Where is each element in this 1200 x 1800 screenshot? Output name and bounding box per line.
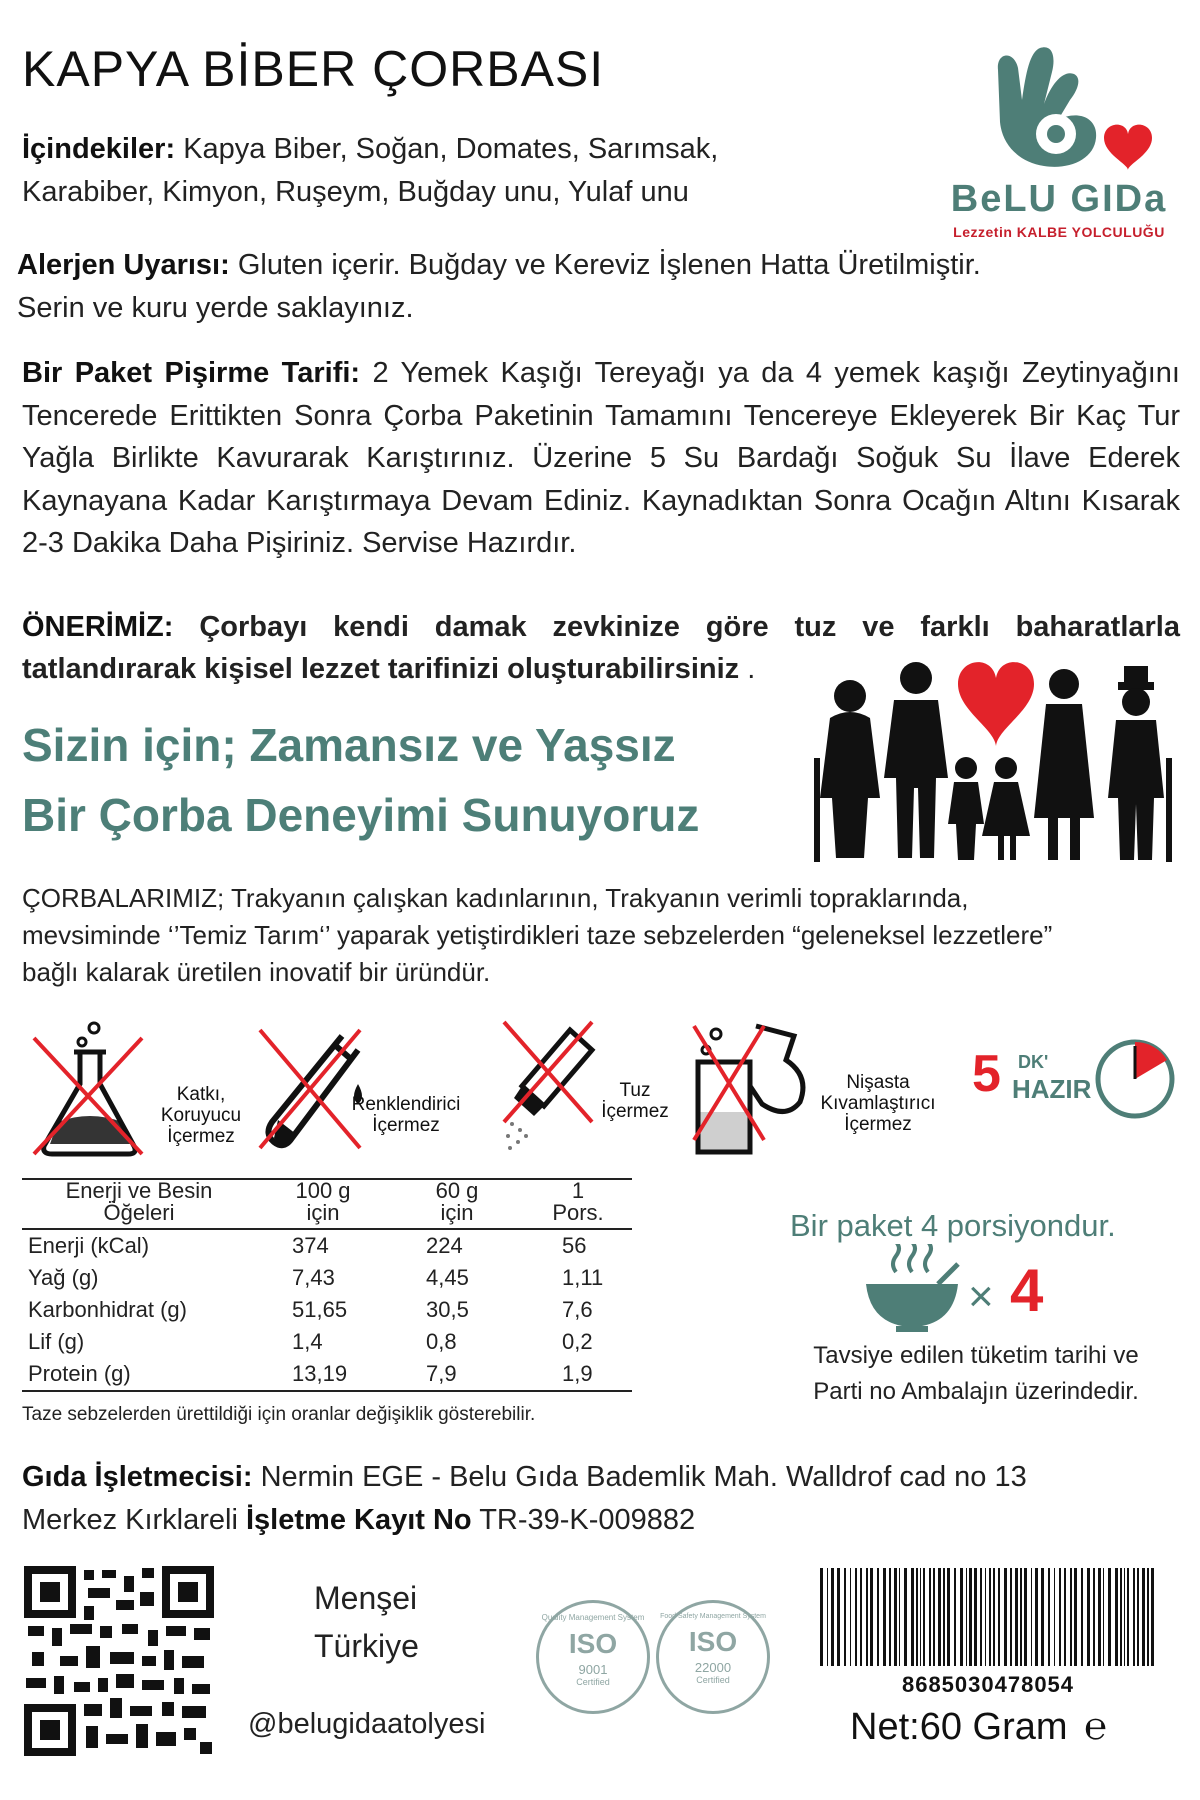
barcode-bar <box>860 1568 862 1666</box>
about-line2: mevsiminde ‘’Temiz Tarım‘’ yaparak yetiştirdikleri taze sebzelerden “geleneksel lezzetlere” <box>22 920 1053 950</box>
barcode-bar <box>1070 1568 1072 1666</box>
hand-heart-icon <box>978 42 1168 172</box>
barcode-bar <box>1133 1568 1135 1666</box>
barcode-bar <box>920 1568 921 1666</box>
barcode-bar <box>1142 1568 1145 1666</box>
net-weight <box>850 1706 1107 1749</box>
nutrition-table <box>22 1178 632 1392</box>
barcode-bar <box>837 1568 840 1666</box>
barcode-bar <box>844 1568 846 1666</box>
col-header-portion: 1 Pors. <box>524 1179 632 1229</box>
recipe-text: 2 Yemek Kaşığı Tereyağı ya da 4 yemek kaşığı Zeytinyağını Tencerede Erittikten Sonra Çorba Paketinin Tamamını Tencereye Ekleyerek Bir Kaç Tur Yağla Birlikte Kavurarak Karıştırınız. Üzerine 5 Su Bardağı Soğuk Su İlave Ederek Kaynayana Kadar Karıştırmaya Devam Ediniz. Kaynadıktan Sonra Ocağın Altını Kısarak 2-3 Dakika Daha Pişiriniz. Servise Hazırdır. <box>22 357 1180 559</box>
social-handle: @belugidaatolyesi <box>248 1708 486 1740</box>
barcode-bar <box>1108 1568 1111 1666</box>
portion-count: 4 <box>1010 1257 1044 1324</box>
barcode-bar <box>1041 1568 1044 1666</box>
barcode-bar <box>1103 1568 1104 1666</box>
barcode-bar <box>1031 1568 1032 1666</box>
suggestion-line1: Çorbayı kendi damak zevkinize göre tuz ve farklı baharatlarla <box>199 611 1180 643</box>
barcode-bar <box>866 1568 868 1666</box>
barcode-bar <box>877 1568 879 1666</box>
barcode-number: 8685030478054 <box>901 1672 1075 1697</box>
barcode-bar <box>1098 1568 1101 1666</box>
product-title: KAPYA BİBER ÇORBASI <box>22 41 605 97</box>
barcode-bar <box>1004 1568 1007 1666</box>
barcode-bar <box>883 1568 886 1666</box>
barcode-bar <box>1120 1568 1122 1666</box>
barcode-bar <box>1074 1568 1077 1666</box>
no-additive-icon <box>30 1018 150 1158</box>
col-header-100g: 100 g için <box>256 1179 390 1229</box>
suggestion-line2: tatlandırarak kişisel lezzet tarifinizi oluşturabilirsiniz <box>22 653 740 685</box>
barcode-bar <box>1124 1568 1125 1666</box>
allergen-text: Gluten içerir. Buğday ve Kereviz İşlenen Hatta Üretilmiştir. <box>237 249 981 281</box>
barcode-bar <box>969 1568 972 1666</box>
barcode-bar <box>1081 1568 1083 1666</box>
brand-logo <box>930 42 1180 247</box>
barcode-bar <box>943 1568 945 1666</box>
ingredients-line2: Karabiber, Kimyon, Ruşeym, Buğday unu, Yulaf unu <box>22 176 689 208</box>
barcode-bar <box>1137 1568 1139 1666</box>
barcode-bar <box>947 1568 950 1666</box>
food-operator <box>22 1456 1182 1542</box>
table-row: Karbonhidrat (g) 51,65 30,5 7,6 <box>28 1297 593 1322</box>
slogan-line1: Sizin için; Zamansız ve Yaşsız <box>22 719 676 771</box>
ingredients-label: İçindekiler: <box>22 133 176 165</box>
barcode-bar <box>954 1568 956 1666</box>
barcode-bar <box>1010 1568 1012 1666</box>
storage-text: Serin ve kuru yerde saklayınız. <box>17 292 414 324</box>
barcode-bar <box>916 1568 918 1666</box>
brand-slogan: Lezzetin KALBE YOLCULUĞU <box>953 224 1165 240</box>
barcode-bar <box>1054 1568 1055 1666</box>
barcode-bar <box>1064 1568 1066 1666</box>
slogan-line2: Bir Çorba Deneyimi Sunuyoruz <box>22 789 700 841</box>
estimated-sign-icon: ℮ <box>1084 1706 1107 1748</box>
nutrition-note: Taze sebzelerden ürettildiği için oranlar değişiklik gösterebilir. <box>22 1404 536 1425</box>
barcode-bar <box>820 1568 823 1666</box>
iso-22000-seal: Food Safety Management System ISO 22000 Certified <box>656 1600 770 1714</box>
barcode-bar <box>933 1568 935 1666</box>
barcode-bar <box>911 1568 914 1666</box>
clock-icon <box>1092 1036 1178 1122</box>
allergen-label: Alerjen Uyarısı: <box>17 249 230 281</box>
barcode-bar <box>827 1568 828 1666</box>
operator-city: Merkez Kırklareli <box>22 1504 238 1536</box>
origin-label: Menşei <box>314 1580 418 1616</box>
no-salt-label: Tuz İçermez <box>601 1080 669 1122</box>
barcode-bar <box>904 1568 907 1666</box>
no-colorant-label: Renklendirici İçermez <box>351 1094 461 1136</box>
barcode-bar <box>989 1568 991 1666</box>
barcode-bar <box>855 1568 857 1666</box>
operator-text: Nermin EGE - Belu Gıda Bademlik Mah. Walldrof cad no 13 <box>260 1461 1027 1493</box>
barcode-bar <box>929 1568 931 1666</box>
barcode-bar <box>1087 1568 1090 1666</box>
barcode-bar <box>1115 1568 1118 1666</box>
portion-info-line1: Tavsiye edilen tüketim tarihi ve <box>813 1342 1139 1369</box>
recipe-label: Bir Paket Pişirme Tarifi: <box>22 357 361 389</box>
portion-multiplier: × <box>968 1272 994 1321</box>
registration-label: İşletme Kayıt No <box>246 1504 472 1536</box>
operator-label: Gıda İşletmecisi: <box>22 1461 253 1493</box>
qr-code <box>24 1566 214 1756</box>
barcode-bar <box>1024 1568 1027 1666</box>
ready-badge <box>972 1036 1182 1126</box>
table-row: Lif (g) 1,4 0,8 0,2 <box>28 1329 593 1354</box>
barcode-bar <box>894 1568 897 1666</box>
table-row: Protein (g) 13,19 7,9 1,9 <box>22 1358 632 1391</box>
barcode-bar <box>998 1568 1000 1666</box>
barcode-bar <box>923 1568 925 1666</box>
ready-number: 5 <box>972 1045 1001 1103</box>
no-salt-icon <box>500 1016 600 1156</box>
no-starch-label: Nişasta Kıvamlaştırıcı İçermez <box>820 1072 936 1135</box>
barcode-bar <box>1020 1568 1022 1666</box>
col-header-60g: 60 g için <box>390 1179 524 1229</box>
slogan <box>22 710 699 850</box>
table-row: Yağ (g) 7,43 4,45 1,11 <box>28 1265 604 1290</box>
barcode-bar <box>960 1568 963 1666</box>
origin <box>314 1574 419 1670</box>
barcode-bar <box>974 1568 977 1666</box>
table-row: Enerji (kCal) 374 224 56 <box>28 1233 587 1258</box>
barcode-bar <box>899 1568 900 1666</box>
soup-bowl-icon <box>862 1244 962 1334</box>
portion-title: Bir paket 4 porsiyondur. <box>790 1208 1116 1243</box>
barcode-bar <box>993 1568 995 1666</box>
origin-value: Türkiye <box>314 1628 419 1664</box>
barcode <box>818 1568 1158 1666</box>
barcode-bar <box>1147 1568 1149 1666</box>
barcode-bar <box>1093 1568 1095 1666</box>
cooking-recipe <box>22 352 1180 565</box>
col-header-nutrient: Enerji ve Besin Öğeleri <box>22 1179 256 1229</box>
barcode-bar <box>850 1568 851 1666</box>
portion-info-line2: Parti no Ambalajın üzerindedir. <box>813 1378 1139 1405</box>
barcode-bar <box>985 1568 986 1666</box>
family-heart-icon <box>808 648 1178 868</box>
about-line3: bağlı kalarak üretilen inovatif bir üründür. <box>22 957 491 987</box>
barcode-bar <box>831 1568 834 1666</box>
barcode-bar <box>1059 1568 1061 1666</box>
no-additive-label: Katkı, Koruyucu İçermez <box>160 1084 242 1147</box>
allergen-warning <box>17 244 1167 330</box>
brand-name: BeLU GIDa <box>950 178 1168 220</box>
suggestion-label: ÖNERİMİZ: <box>22 611 174 643</box>
ready-word: HAZIR <box>1012 1074 1092 1104</box>
nutrition-facts <box>22 1178 632 1426</box>
net-weight-text: Net:60 Gram <box>850 1706 1068 1748</box>
ready-unit: DK' <box>1018 1052 1049 1072</box>
barcode-bar <box>1015 1568 1018 1666</box>
barcode-bar <box>889 1568 891 1666</box>
barcode-bar <box>980 1568 982 1666</box>
barcode-bar <box>870 1568 873 1666</box>
iso-9001-seal: Quality Management System ISO 9001 Certified <box>536 1600 650 1714</box>
barcode-bar <box>1035 1568 1038 1666</box>
no-starch-icon <box>690 1016 820 1156</box>
about-line1: ÇORBALARIMIZ; Trakyanın çalışkan kadınlarının, Trakyanın verimli topraklarında, <box>22 883 969 913</box>
barcode-bar <box>1127 1568 1129 1666</box>
barcode-bar <box>1048 1568 1050 1666</box>
registration-number: TR-39-K-009882 <box>479 1504 696 1536</box>
barcode-bar <box>1151 1568 1154 1666</box>
portion-info <box>786 1338 1166 1410</box>
about-text <box>22 880 1182 991</box>
ingredients <box>22 128 902 214</box>
barcode-bar <box>938 1568 941 1666</box>
suggestion-end: . <box>747 653 756 685</box>
barcode-bar <box>966 1568 967 1666</box>
ingredients-line1: Kapya Biber, Soğan, Domates, Sarımsak, <box>183 133 719 165</box>
